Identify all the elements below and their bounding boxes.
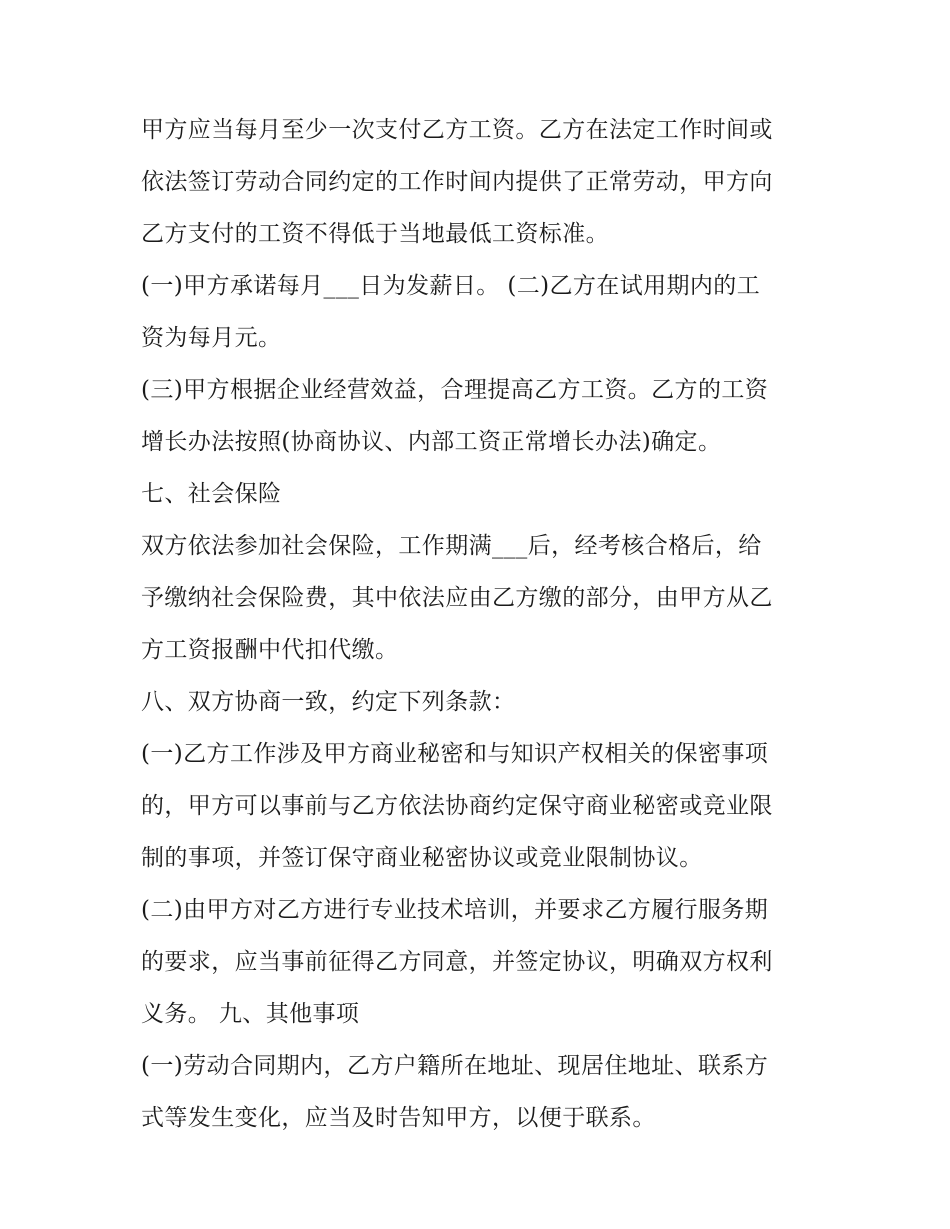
text-line: (一)甲方承诺每月___日为发薪日。 (二)乙方在试用期内的工	[141, 273, 761, 299]
text-line: 依法签订劳动合同约定的工作时间内提供了正常劳动，甲方向	[141, 169, 773, 195]
section-heading-social-insurance: 七、社会保险	[141, 481, 282, 507]
text-line: (一)乙方工作涉及甲方商业秘密和与知识产权相关的保密事项	[141, 741, 769, 767]
text-line: 方工资报酬中代扣代缴。	[141, 637, 399, 663]
text-line: 制的事项，并签订保守商业秘密协议或竞业限制协议。	[141, 845, 703, 871]
text-line: 双方依法参加社会保险，工作期满___后，经考核合格后，给	[141, 533, 762, 559]
text-line: 式等发生变化，应当及时告知甲方，以便于联系。	[141, 1105, 656, 1131]
document-body	[141, 104, 821, 1144]
text-line: 的要求，应当事前征得乙方同意，并签定协议，明确双方权利	[141, 949, 773, 975]
text-line: (一)劳动合同期内，乙方户籍所在地址、现居住地址、联系方	[141, 1053, 769, 1079]
text-line: 的，甲方可以事前与乙方依法协商约定保守商业秘密或竞业限	[141, 793, 773, 819]
text-line: 资为每月元。	[141, 325, 282, 351]
section-heading-agreed-terms: 八、双方协商一致，约定下列条款：	[141, 689, 516, 715]
text-line: (二)由甲方对乙方进行专业技术培训，并要求乙方履行服务期	[141, 897, 769, 923]
text-line: 义务。 九、其他事项	[141, 1001, 360, 1027]
text-line: 予缴纳社会保险费，其中依法应由乙方缴的部分，由甲方从乙	[141, 585, 773, 611]
text-line: (三)甲方根据企业经营效益，合理提高乙方工资。乙方的工资	[141, 377, 769, 403]
text-line: 甲方应当每月至少一次支付乙方工资。乙方在法定工作时间或	[141, 117, 773, 143]
text-line: 乙方支付的工资不得低于当地最低工资标准。	[141, 221, 609, 247]
text-line: 增长办法按照(协商协议、内部工资正常增长办法)确定。	[141, 429, 722, 455]
